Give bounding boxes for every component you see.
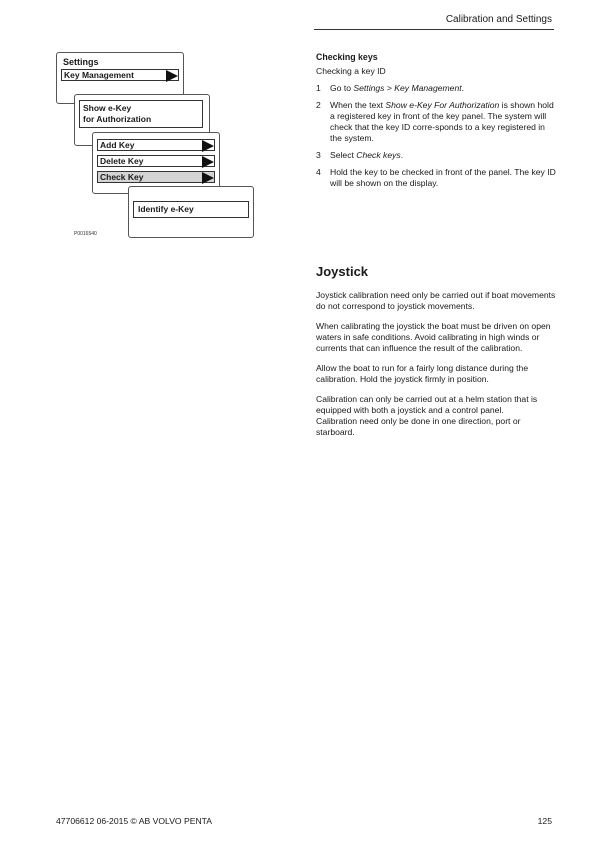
show-ekey-text: Show e-Key for Authorization	[79, 100, 203, 128]
checking-keys-heading: Checking keys	[316, 52, 378, 62]
header-section-title: Calibration and Settings	[445, 14, 552, 25]
paragraph: Joystick calibration need only be carried out if boat movements do not correspond to joystick movements.	[316, 290, 556, 311]
arrow-right-icon	[202, 172, 214, 184]
arrow-right-icon	[202, 156, 214, 168]
menu-item-key-management[interactable]	[61, 69, 179, 81]
menu-item-add-key[interactable]	[97, 139, 215, 151]
paragraph: Allow the boat to run for a fairly long distance during the calibration. Hold the joystick firmly in position.	[316, 363, 529, 384]
menu-item-check-key[interactable]	[97, 171, 215, 183]
joystick-section	[316, 290, 556, 447]
checking-keys-section	[316, 52, 556, 195]
settings-panel-title: Settings	[63, 57, 99, 67]
menu-item-label: Add Key	[100, 140, 135, 150]
identify-ekey-panel	[128, 186, 254, 238]
menu-item-label: Check Key	[100, 172, 144, 182]
identify-ekey-label: Identify e-Key	[133, 201, 249, 218]
menu-item-label: Key Management	[64, 70, 134, 80]
arrow-right-icon	[166, 70, 178, 82]
arrow-right-icon	[202, 140, 214, 152]
paragraph: Calibration can only be carried out at a helm station that is equipped with both a joystick and a control panel. Calibration need only be done in one direction, port or starboard.	[316, 394, 538, 437]
checking-keys-intro: Checking a key ID	[316, 66, 386, 76]
step-item: 4 Hold the key to be checked in front of the panel. The key ID will be shown on the display.	[316, 167, 556, 188]
figure-code: P0016540	[74, 231, 97, 237]
step-item: 2 When the text Show e-Key For Authorization is shown hold a registered key in front of the key panel. The system will check that the key ID corre-sponds to a key registered in the system.	[316, 100, 554, 143]
keys-panel	[92, 132, 220, 194]
menu-diagram	[56, 52, 256, 242]
header-rule	[314, 29, 554, 30]
menu-item-label: Delete Key	[100, 156, 144, 166]
page-number: 125	[537, 816, 552, 826]
step-item: 1 Go to Settings > Key Management.	[316, 83, 465, 93]
step-item: 3 Select Check keys.	[316, 150, 404, 160]
footer-doc-id: 47706612 06-2015 © AB VOLVO PENTA	[56, 816, 213, 826]
paragraph: When calibrating the joystick the boat must be driven on open waters in safe conditions. Avoid calibrating in high winds or currents that can influence the result of the calibration.	[316, 321, 551, 353]
menu-item-delete-key[interactable]	[97, 155, 215, 167]
joystick-heading: Joystick	[316, 264, 369, 279]
